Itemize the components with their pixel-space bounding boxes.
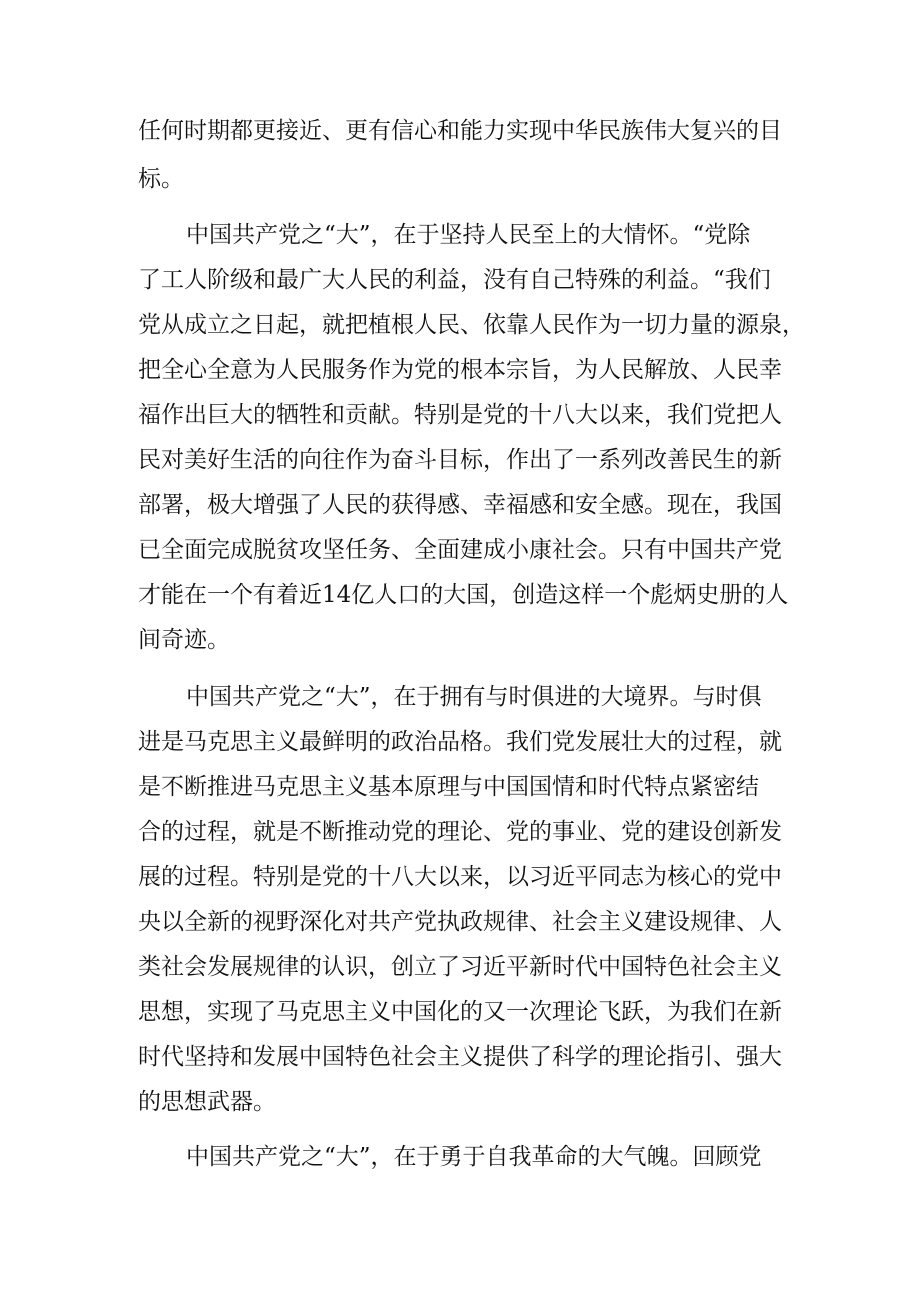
paragraph-3-line-2: 进是马克思主义最鲜明的政治品格。我们党发展壮大的过程，就	[138, 729, 782, 755]
paragraph-3-line-4: 合的过程，就是不断推动党的理论、党的事业、党的建设创新发	[138, 819, 782, 845]
paragraph-3-line-6: 央以全新的视野深化对共产党执政规律、社会主义建设规律、人	[138, 909, 782, 935]
paragraph-2-line-5: 福作出巨大的牺牲和贡献。特别是党的十八大以来，我们党把人	[138, 402, 782, 428]
paragraph-2-line-10: 间奇迹。	[138, 627, 230, 653]
paragraph-2-line-7: 部署，极大增强了人民的获得感、幸福感和安全感。现在，我国	[138, 492, 782, 518]
paragraph-2-line-9: 才能在一个有着近14亿人口的大国，创造这样一个彪炳史册的人	[138, 582, 789, 608]
paragraph-1-line-1: 任何时期都更接近、更有信心和能力实现中华民族伟大复兴的目	[138, 118, 782, 144]
paragraph-3-line-5: 展的过程。特别是党的十八大以来，以习近平同志为核心的党中	[138, 864, 782, 890]
paragraph-3-line-1: 中国共产党之“大”，在于拥有与时俱进的大境界。与时俱	[186, 684, 762, 710]
paragraph-3-line-10: 的思想武器。	[138, 1089, 276, 1115]
paragraph-2-line-2: 了工人阶级和最广大人民的利益，没有自己特殊的利益。“我们	[138, 267, 771, 293]
paragraph-2-line-6: 民对美好生活的向往作为奋斗目标，作出了一系列改善民生的新	[138, 447, 782, 473]
paragraph-3-line-3: 是不断推进马克思主义基本原理与中国国情和时代特点紧密结	[138, 774, 759, 800]
paragraph-4-line-1: 中国共产党之“大”，在于勇于自我革命的大气魄。回顾党	[186, 1144, 762, 1170]
paragraph-2-line-1: 中国共产党之“大”，在于坚持人民至上的大情怀。“党除	[186, 222, 751, 248]
paragraph-1-line-2: 标。	[138, 166, 184, 192]
paragraph-3-line-8: 思想，实现了马克思主义中国化的又一次理论飞跃，为我们在新	[138, 999, 782, 1025]
paragraph-2-line-8: 已全面完成脱贫攻坚任务、全面建成小康社会。只有中国共产党	[138, 537, 782, 563]
paragraph-3-line-7: 类社会发展规律的认识，创立了习近平新时代中国特色社会主义	[138, 954, 782, 980]
paragraph-3-line-9: 时代坚持和发展中国特色社会主义提供了科学的理论指引、强大	[138, 1044, 782, 1070]
paragraph-2-line-3: 党从成立之日起，就把植根人民、依靠人民作为一切力量的源泉，	[138, 312, 805, 338]
paragraph-2-line-4: 把全心全意为人民服务作为党的根本宗旨，为人民解放、人民幸	[138, 357, 782, 383]
